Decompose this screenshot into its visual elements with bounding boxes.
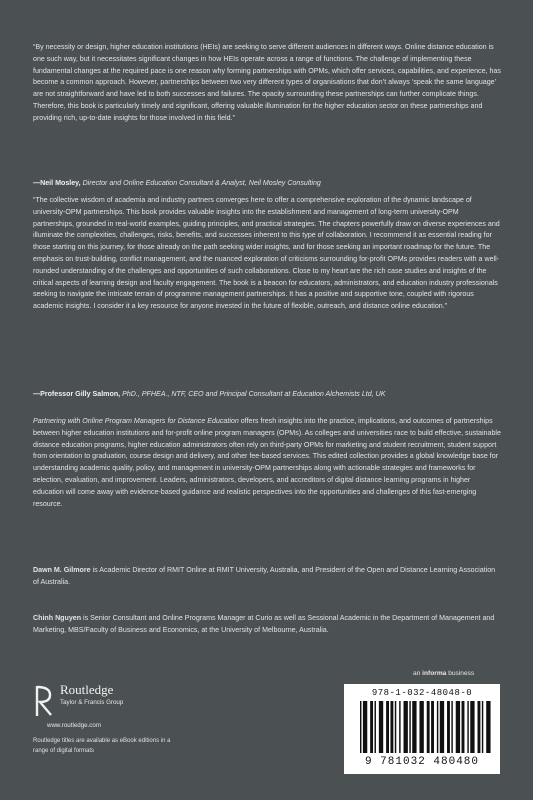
editor-bio-1 [33, 565, 501, 589]
book-description [33, 416, 501, 510]
barcode-bar [409, 701, 410, 753]
editor-1-name: Dawn M. Gilmore [33, 566, 91, 574]
quote-1-role: Director and Online Education Consultant & Analyst, Neil Mosley Consulting [82, 179, 321, 187]
quote-2-role: PhD., PFHEA., NTF, CEO and Principal Consultant at Education Alchemists Ltd, UK [122, 390, 386, 398]
barcode-bar [447, 701, 450, 753]
barcode-bar [437, 701, 438, 753]
isbn-barcode [344, 684, 500, 774]
endorsement-quote-1 [33, 42, 501, 125]
barcode-bar [386, 701, 389, 753]
barcode-bar [363, 701, 367, 753]
barcode-bar [462, 701, 465, 753]
publisher-block [33, 678, 193, 734]
barcode-bar [456, 701, 460, 753]
publisher-name: Routledge [60, 682, 114, 697]
barcode-bar [419, 701, 423, 753]
barcode-bar [427, 701, 430, 753]
barcode-bar [467, 701, 468, 753]
barcode-bar [470, 701, 474, 753]
routledge-r-logo-icon [33, 684, 55, 718]
barcode-bar [375, 701, 376, 753]
barcode-bar [440, 701, 444, 753]
barcode-bar [477, 701, 480, 753]
barcode-bar [379, 701, 383, 753]
quote-1-author: —Neil Mosley, [33, 179, 81, 187]
barcode-bar [451, 701, 452, 753]
barcode-bar [370, 701, 373, 753]
barcode-bar [399, 701, 400, 753]
barcode-bar [395, 701, 396, 753]
barcode-bar [360, 701, 361, 753]
book-description-text: offers fresh insights into the practice, implications, and outcomes of partnerships between higher education institutions and for-profit online program managers (OPMs). As colleges and universities race to build effective, sustainable distance education programs, higher education administrators often rely on third-party OPMs for marketing and student recruitment, student support from orientation to graduation, course design and delivery, and other fee-based services. This edited collection provides a global knowledge base for understanding academic quality, policy, and management in university-OPM partnerships along with actionable strategies and frameworks for selection, evaluation, and improvement. Leaders, administrators, developers, and accreditors of digital distance learning programs in higher education will come away with evidence-based guidance and realistic perspectives into the opportunities and challenges of this fast-emerging resource. [33, 417, 501, 508]
barcode-bar [404, 701, 408, 753]
book-title: Partnering with Online Program Managers for Distance Education [33, 417, 239, 425]
editor-bio-2 [33, 613, 501, 637]
barcode-bar [482, 701, 483, 753]
quote-2-attribution [33, 389, 501, 401]
editor-2-bio: is Senior Consultant and Online Programs Manager at Curio as well as Sessional Academic in the Department of Management and Marketing, MBS/Faculty of Business and Economics, at the University of Melbourne, Australia. [33, 614, 495, 634]
barcode-bar [412, 701, 416, 753]
endorsement-quote-2 [33, 195, 501, 313]
editor-2-name: Chinh Nguyen [33, 614, 82, 622]
ean-digits: 9 781032 480480 [364, 756, 480, 768]
isbn-text: 978-1-032-48048-0 [371, 688, 473, 698]
publisher-group: Taylor & Francis Group [60, 699, 124, 706]
publisher-url[interactable]: www.routledge.com [47, 722, 101, 729]
informa-brand: informa [422, 670, 447, 677]
quote-1-text: “By necessity or design, higher education institutions (HEIs) are seeking to serve different audiences in different ways. Online distance education is one such way, but it necessitates significant changes in how HEIs operate across a range of functions. The challenge of implementing these fundamental changes at the required pace is one reason why forming partnerships with OPMs, which offer services, capabilities, and experience, has become a common approach. However, partnerships between two very different types of organisations that don’t always ‘speak the same language’ are not straightforward and have led to both successes and failures. The opacity surrounding these partnerships can further complicate things. Therefore, this book is particularly timely and significant, offering valuable illumination for the higher education sector on these partnerships and providing rich, up-to-date insights for those involved in this field.” [33, 43, 501, 122]
barcode-bar [431, 701, 434, 753]
barcode-bar [390, 701, 393, 753]
informa-business-tag: an informa business [413, 670, 475, 677]
editor-1-bio: is Academic Director of RMIT Online at RMIT University, Australia, and President of the Open and Distance Learning Association of Australia. [33, 566, 496, 586]
barcode-bars [360, 701, 492, 757]
quote-2-text: “The collective wisdom of academia and industry partners converges here to offer a comprehensive exploration of the dynamic landscape of university-OPM partnerships. This book provides valuable insights into the establishment and management of long-term university-OPM partnerships, grounded in real-world examples, guiding principles, and practical strategies. The chapters powerfully draw on diverse experiences and illuminate the complexities, challenges, risks, benefits, and successes inherent to this type of collaboration. I recommend it as essential reading for those starting on this journey, for those already on the path seeking wider insights, and for those seeking an important roadmap for the future. The emphasis on trust-building, conflict management, and the nuanced exploration of criticisms surrounding for-profit OPMs provides readers with a well-rounded understanding of the challenges and opportunities of such collaborations. Close to my heart are the rich case studies and insights of the critical aspects of learning design and faculty engagement. The book is a beacon for educators, administrators, and education industry professionals seeking to navigate the intricate terrain of programme management partnerships. It has a positive and supportive tone, coupled with rigorous academic insights. I consider it a key resource for anyone invested in the future of flexible, outreach, and distance online education.” [33, 196, 500, 311]
ebook-note: Routledge titles are available as eBook editions in a range of digital formats [33, 738, 171, 754]
quote-1-attribution [33, 178, 501, 190]
barcode-bar [486, 701, 490, 753]
quote-2-author: —Professor Gilly Salmon, [33, 390, 121, 398]
